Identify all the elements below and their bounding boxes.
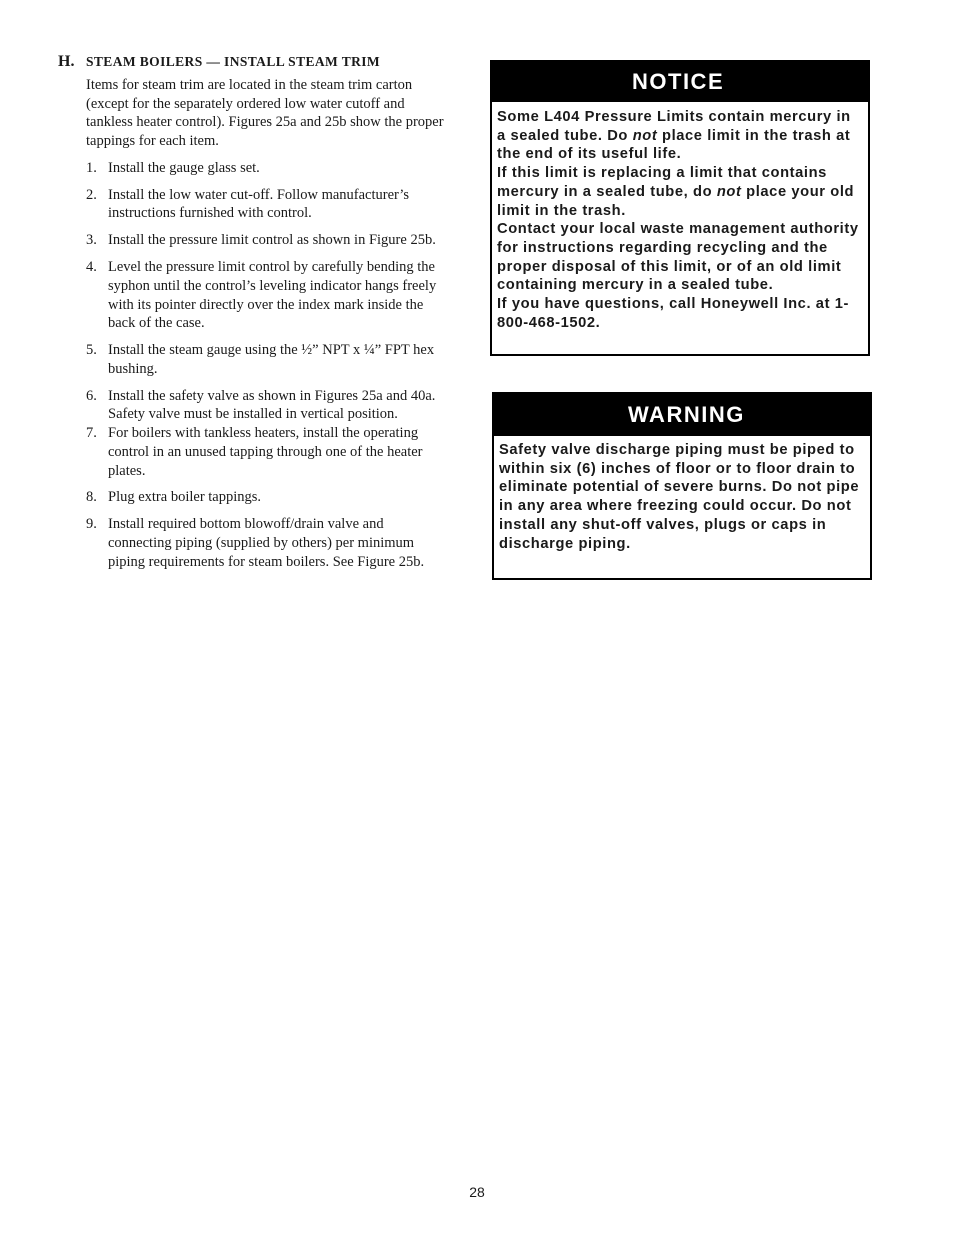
step-number: 9.: [86, 516, 97, 533]
section-title: STEAM BOILERS — INSTALL STEAM TRIM: [86, 54, 381, 69]
step-number: 5.: [86, 342, 97, 359]
step-text: Level the pressure limit control by carefully bending the syphon until the control’s leveling indicator hangs freely with its pointer directly over the index mark inside the back of the case.: [108, 259, 437, 332]
step-text: Install the steam gauge using the ½” NPT x ¼” FPT hex bushing.: [108, 342, 435, 377]
step-number: 1.: [86, 159, 97, 176]
notice-text: place your old limit in the trash.: [497, 183, 855, 219]
step-text: Install the low water cut-off. Follow manufacturer’s instructions furnished with control.: [108, 186, 410, 222]
steps-list: [86, 159, 448, 572]
list-item: [86, 341, 448, 378]
list-item: [86, 186, 448, 223]
notice-text: Some L404 Pressure Limits contain mercury in a sealed tube. Do: [497, 109, 851, 144]
step-number: 4.: [86, 259, 97, 276]
step-text: Install the gauge glass set.: [108, 159, 260, 176]
step-text: Install required bottom blowoff/drain valve and connecting piping (supplied by others) per minimum piping requirements for steam boilers. See Figure 25b.: [108, 516, 425, 570]
notice-text: If this limit is replacing a limit that contains mercury in a sealed tube, do: [497, 165, 827, 200]
notice-box: [490, 60, 870, 356]
warning-title: WARNING: [494, 394, 870, 436]
step-text: For boilers with tankless heaters, install the operating control in an unused tapping through one of the heater plates.: [108, 425, 423, 479]
step-text: Install the pressure limit control as shown in Figure 25b.: [108, 232, 436, 249]
notice-body: [492, 102, 868, 338]
warning-body: [494, 436, 870, 559]
list-item: [86, 387, 448, 424]
list-item: [86, 258, 448, 333]
section-intro: Items for steam trim are located in the steam trim carton (except for the separately ordered low water cutoff and tankless heater control). Figures 25a and 25b show the proper tappings for each item.: [86, 77, 444, 150]
list-item: [86, 231, 448, 250]
list-item: [86, 515, 448, 571]
notice-emphasis: not: [716, 183, 742, 200]
list-item: [86, 424, 448, 480]
notice-paragraph: [497, 164, 862, 220]
step-number: 2.: [86, 186, 97, 203]
step-number: 6.: [86, 387, 97, 404]
install-steam-trim-section: [58, 52, 448, 580]
list-item: [86, 159, 448, 178]
notice-paragraph: [497, 108, 862, 164]
warning-text: Safety valve discharge piping must be piped to within six (6) inches of floor or to floor drain to eliminate potential of severe burns. Do not pipe in any area where freezing could occur. Do not install any shut-off valves, plugs or caps in discharge piping.: [499, 442, 860, 552]
step-number: 3.: [86, 232, 97, 249]
warning-box: [492, 392, 872, 580]
section-heading: [58, 52, 448, 72]
page-number: 28: [469, 1184, 485, 1200]
section-letter: H.: [58, 53, 75, 70]
step-text: Install the safety valve as shown in Figures 25a and 40a. Safety valve must be installed in vertical position.: [108, 387, 436, 423]
step-text: Plug extra boiler tappings.: [108, 489, 262, 506]
notice-title: NOTICE: [492, 62, 868, 102]
notice-paragraph: Contact your local waste management authority for instructions regarding recycling and the proper disposal of this limit, or of an old limit containing mercury in a sealed tube.: [497, 221, 859, 294]
step-number: 7.: [86, 425, 97, 442]
notice-emphasis: not: [632, 127, 658, 144]
notice-paragraph: If you have questions, call Honeywell Inc. at 1-800-468-1502.: [497, 296, 850, 331]
step-number: 8.: [86, 489, 97, 506]
list-item: [86, 488, 448, 507]
notice-text: place limit in the trash at the end of its useful life.: [497, 127, 851, 163]
